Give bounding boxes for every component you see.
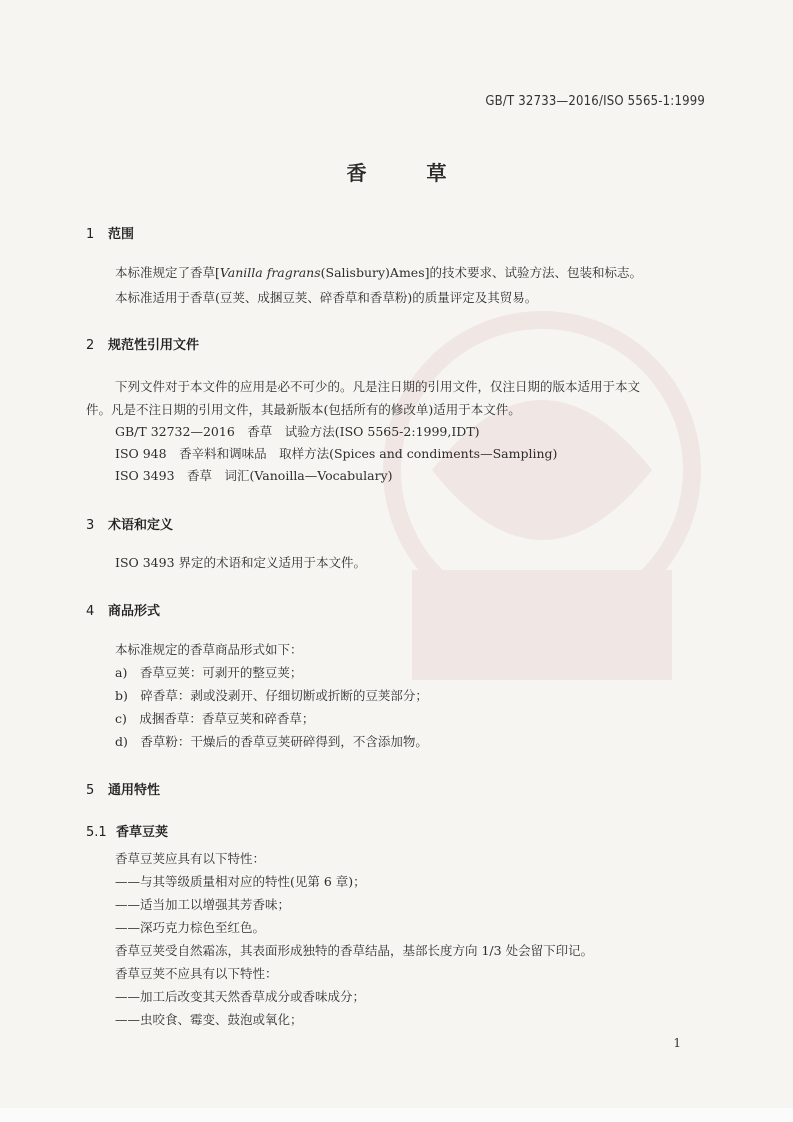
forms-intro: 本标准规定的香草商品形式如下： — [115, 642, 303, 657]
characteristics-line: ——与其等级质量相对应的特性(见第 6 章)； — [115, 874, 366, 889]
characteristics-line: 香草豆荚应具有以下特性： — [115, 851, 266, 866]
characteristics-line: ——加工后改变其天然香草成分或香味成分； — [115, 989, 366, 1004]
references-intro-line-1: 下列文件对于本文件的应用是必不可少的。凡是注日期的引用文件，仅注日期的版本适用于本文 — [115, 379, 641, 394]
section-number: 5 — [86, 783, 95, 798]
subsection-5-1-heading — [86, 821, 168, 840]
page-edge — [0, 1108, 793, 1122]
subsection-title: 香草豆荚 — [116, 825, 169, 840]
standard-code: GB/T 32733—2016/ISO 5565-1:1999 — [485, 94, 705, 109]
scope-paragraph-2: 本标准适用于香草(豆荚、成捆豆荚、碎香草和香草粉)的质量评定及其贸易。 — [115, 290, 538, 305]
section-title: 通用特性 — [108, 783, 161, 798]
section-2-heading — [86, 334, 199, 353]
text-run: 本标准规定了香草[ — [115, 265, 220, 280]
characteristics-line: 香草豆荚不应具有以下特性： — [115, 966, 278, 981]
section-5-heading — [86, 779, 160, 798]
section-number: 3 — [86, 518, 95, 533]
section-4-heading — [86, 600, 160, 619]
list-item: b) 碎香草：剥或没剥开、仔细切断或折断的豆荚部分； — [115, 688, 428, 703]
reference-item: ISO 948 香辛料和调味品 取样方法(Spices and condiments—Sampling) — [115, 446, 558, 461]
watermark-seal — [372, 270, 712, 690]
reference-item: GB/T 32732—2016 香草 试验方法(ISO 5565-2:1999,IDT) — [115, 424, 480, 439]
page-title: 香草 — [346, 161, 507, 185]
section-title: 术语和定义 — [108, 518, 174, 533]
page-number: 1 — [673, 1036, 681, 1050]
text-run: (Salisbury)Ames]的技术要求、试验方法、包装和标志。 — [320, 265, 642, 280]
section-title: 规范性引用文件 — [108, 338, 200, 353]
scope-paragraph-1 — [115, 266, 642, 280]
list-item: c) 成捆香草：香草豆荚和碎香草； — [115, 711, 315, 726]
section-title: 商品形式 — [108, 604, 161, 619]
characteristics-line: 香草豆荚受自然霜冻，其表面形成独特的香草结晶，基部长度方向 1/3 处会留下印记。 — [115, 943, 594, 958]
characteristics-line: ——适当加工以增强其芳香味； — [115, 897, 291, 912]
subsection-number: 5.1 — [86, 825, 107, 840]
references-intro-line-2: 件。凡是不注日期的引用文件，其最新版本(包括所有的修改单)适用于本文件。 — [86, 402, 521, 417]
section-1-heading — [86, 223, 134, 242]
section-number: 2 — [86, 338, 95, 353]
section-title: 范围 — [108, 227, 135, 242]
characteristics-line: ——深巧克力棕色至红色。 — [115, 920, 266, 935]
list-item: d) 香草粉：干燥后的香草豆荚研碎得到，不含添加物。 — [115, 734, 428, 749]
species-name: Vanilla fragrans — [219, 265, 321, 280]
terms-paragraph: ISO 3493 界定的术语和定义适用于本文件。 — [115, 555, 367, 570]
list-item: a) 香草豆荚：可剥开的整豆荚； — [115, 665, 303, 680]
section-number: 4 — [86, 604, 95, 619]
reference-item: ISO 3493 香草 词汇(Vanoilla—Vocabulary) — [115, 468, 393, 483]
section-3-heading — [86, 514, 173, 533]
characteristics-line: ——虫咬食、霉变、鼓泡或氧化； — [115, 1012, 303, 1027]
section-number: 1 — [86, 227, 95, 242]
